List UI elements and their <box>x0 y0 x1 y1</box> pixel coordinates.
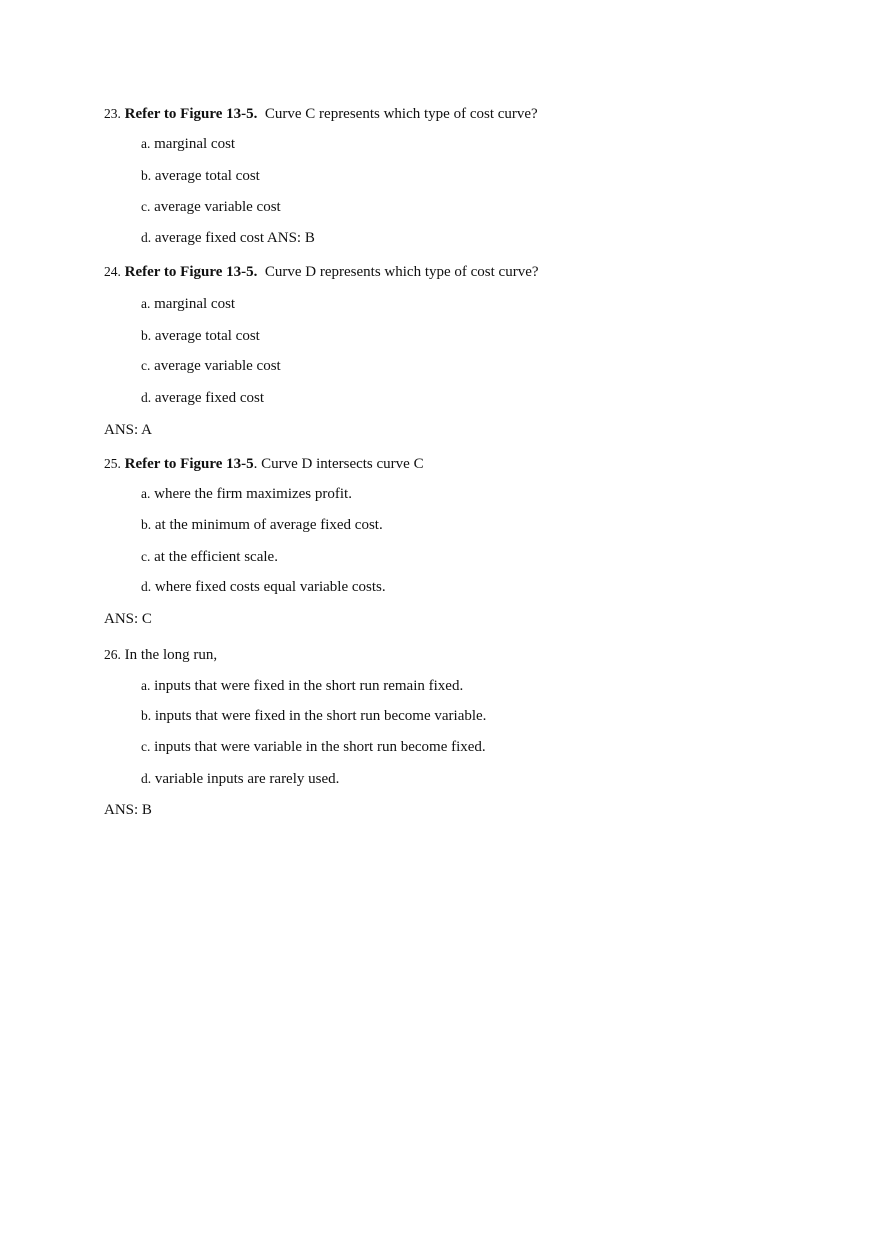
option-letter: b. <box>141 708 152 723</box>
option-text: inputs that were variable in the short run become fixed. <box>154 739 486 755</box>
question-stem: Curve D represents which type of cost curve? <box>257 264 539 280</box>
option-text: inputs that were fixed in the short run become variable. <box>154 708 487 724</box>
answer-25: ANS: C <box>104 611 152 627</box>
option-b <box>141 327 260 345</box>
option-a <box>141 135 235 153</box>
option-letter: b. <box>141 328 152 343</box>
answer-26: ANS: B <box>104 802 152 818</box>
option-text: average total cost <box>154 328 260 344</box>
option-letter: c. <box>141 199 151 214</box>
option-text: average total cost <box>154 168 260 184</box>
option-text: marginal cost <box>154 136 236 152</box>
option-c <box>141 738 486 756</box>
option-a <box>141 677 463 695</box>
question-number: 26. <box>104 647 121 662</box>
option-letter: a. <box>141 136 151 151</box>
option-text: where the firm maximizes profit. <box>154 486 352 502</box>
figure-reference: Refer to Figure 13-5 <box>124 456 254 472</box>
figure-reference: Refer to Figure 13-5. <box>124 106 258 122</box>
answer-24: ANS: A <box>104 422 152 438</box>
option-letter: c. <box>141 739 151 754</box>
option-letter: a. <box>141 678 151 693</box>
question-26 <box>104 646 217 664</box>
question-23 <box>104 105 538 123</box>
option-letter: d. <box>141 771 152 786</box>
question-number: 23. <box>104 106 121 121</box>
option-text: inputs that were fixed in the short run remain fixed. <box>154 678 464 694</box>
option-text: average fixed cost ANS: B <box>154 230 315 246</box>
question-number: 24. <box>104 264 121 279</box>
option-letter: d. <box>141 390 152 405</box>
option-text: average variable cost <box>154 199 281 215</box>
option-letter: c. <box>141 549 151 564</box>
option-b <box>141 516 383 534</box>
option-text: variable inputs are rarely used. <box>154 771 340 787</box>
option-b <box>141 167 260 185</box>
option-d <box>141 229 315 247</box>
option-d <box>141 578 386 596</box>
question-stem: Curve C represents which type of cost curve? <box>257 106 538 122</box>
option-letter: a. <box>141 486 151 501</box>
question-25 <box>104 455 424 473</box>
option-text: marginal cost <box>154 296 236 312</box>
option-b <box>141 707 486 725</box>
question-number: 25. <box>104 456 121 471</box>
option-text: average fixed cost <box>154 390 264 406</box>
option-text: average variable cost <box>154 358 281 374</box>
option-letter: d. <box>141 230 152 245</box>
option-d <box>141 389 264 407</box>
option-letter: c. <box>141 358 151 373</box>
option-d <box>141 770 339 788</box>
option-letter: b. <box>141 168 152 183</box>
option-letter: d. <box>141 579 152 594</box>
option-letter: b. <box>141 517 152 532</box>
option-a <box>141 295 235 313</box>
option-a <box>141 485 352 503</box>
option-text: at the minimum of average fixed cost. <box>154 517 383 533</box>
question-stem: . Curve D intersects curve C <box>253 456 424 472</box>
question-24 <box>104 263 539 281</box>
option-letter: a. <box>141 296 151 311</box>
option-text: where fixed costs equal variable costs. <box>154 579 386 595</box>
figure-reference: Refer to Figure 13-5. <box>124 264 258 280</box>
question-stem: In the long run, <box>124 647 218 663</box>
option-c <box>141 357 281 375</box>
option-text: at the efficient scale. <box>154 549 278 565</box>
option-c <box>141 548 278 566</box>
option-c <box>141 198 281 216</box>
